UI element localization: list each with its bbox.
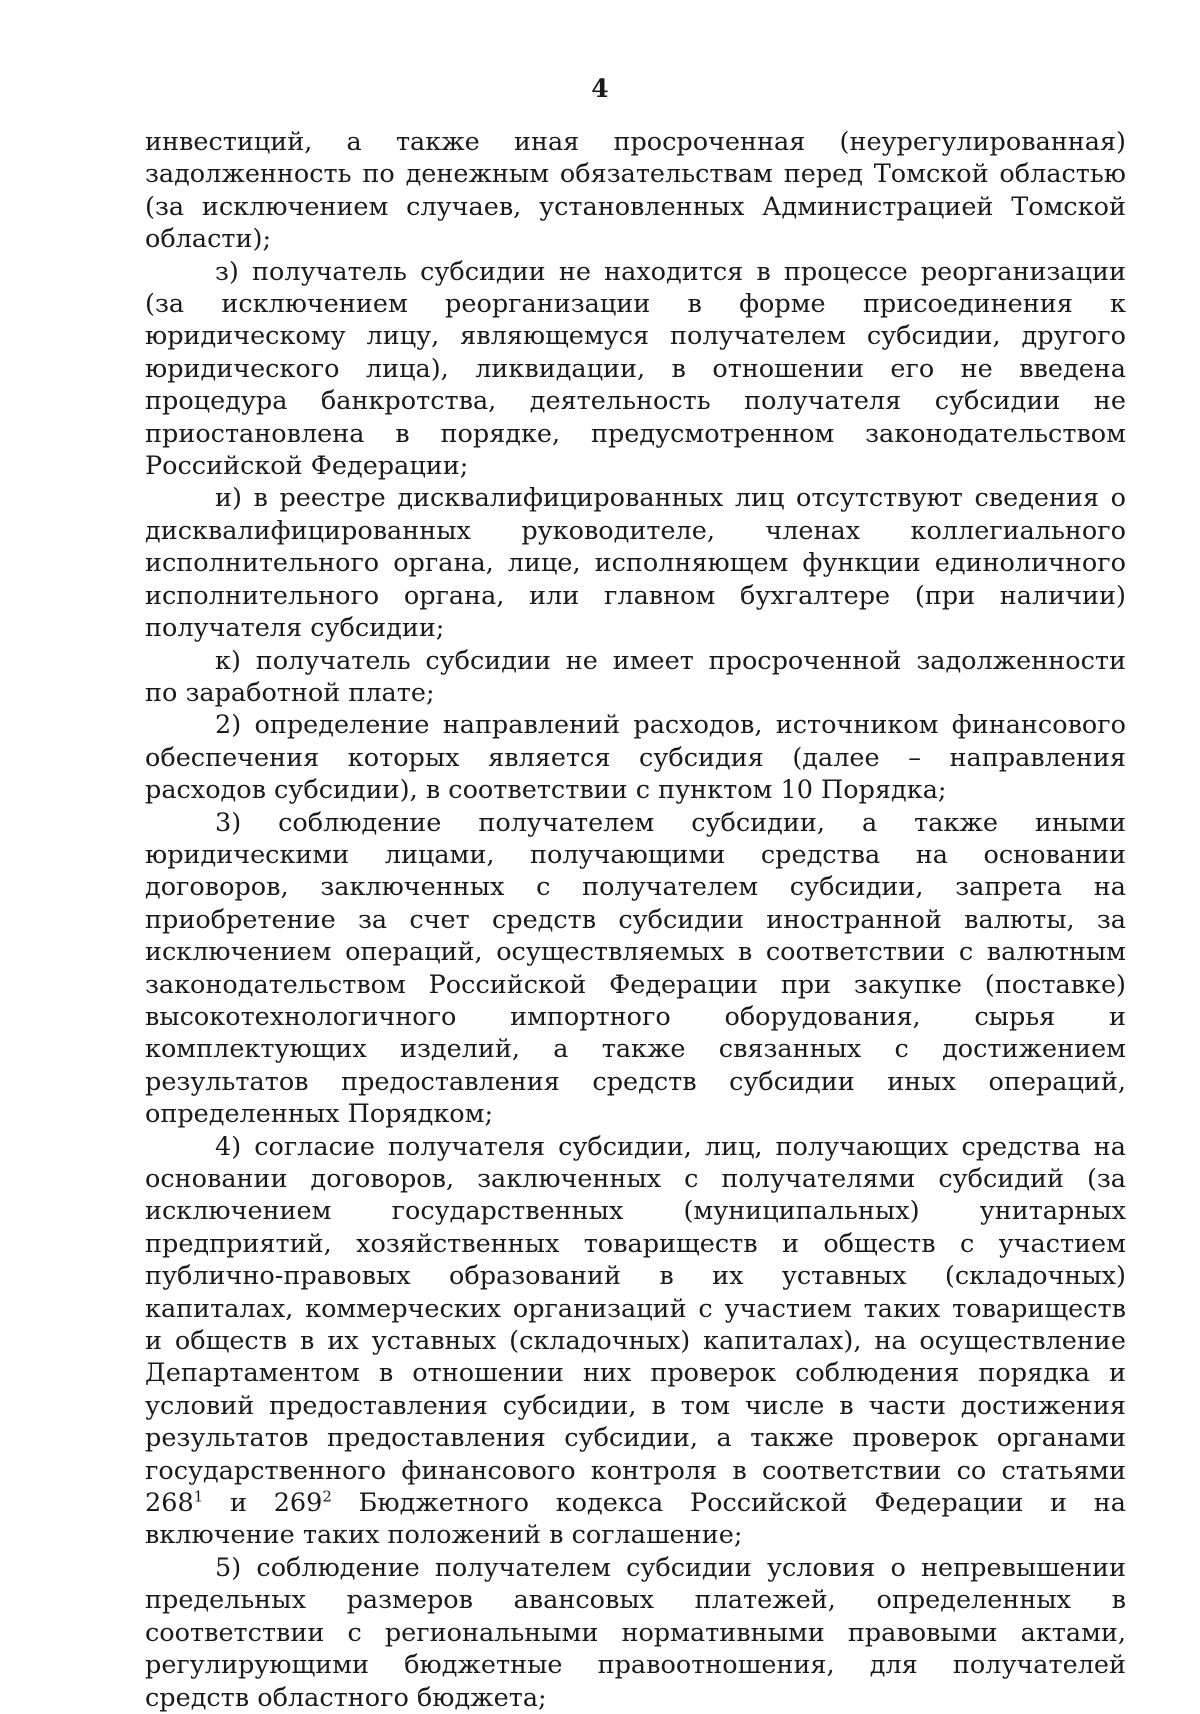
- paragraph-item-z: з) получатель субсидии не находится в процессе реорганизации (за исключением реорганизации в форме присоединения к юридическому лицу, являющемуся получателем субсидии, другого юридического лица), ликвидации, в отношении его не введена процедура банкротства, деятельность получателя субсидии не приостановлена в порядке, предусмотренном законодательством Российской Федерации;: [145, 256, 1126, 482]
- point-4-text-after: Бюджетного кодекса Российской Федерации и на включение таких положений в соглашение;: [145, 1488, 1126, 1551]
- point-4-text-middle: и 269: [203, 1488, 323, 1519]
- page-number: 4: [591, 74, 609, 103]
- paragraph-point-5: 5) соблюдение получателем субсидии условия о непревышении предельных размеров авансовых платежей, определенных в соответствии с региональными нормативными правовыми актами, регулирующими бюджетные правоотношения, для получателей средств областного бюджета;: [145, 1552, 1126, 1713]
- paragraph-continuation: инвестиций, а также иная просроченная (неурегулированная) задолженность по денежным обязательствам перед Томской областью (за исключением случаев, установленных Администрацией Томской области);: [145, 127, 1126, 255]
- superscript-article-268: 1: [193, 1487, 204, 1506]
- paragraph-item-i: и) в реестре дисквалифицированных лиц отсутствуют сведения о дисквалифицированных руководителе, членах коллегиального исполнительного органа, лице, исполняющем функции единоличного исполнительного органа, или главном бухгалтере (при наличии) получателя субсидии;: [145, 483, 1126, 644]
- paragraph-item-k: к) получатель субсидии не имеет просроченной задолженности по заработной плате;: [145, 645, 1126, 708]
- paragraph-point-4: [145, 1131, 1126, 1552]
- superscript-article-269: 2: [322, 1487, 332, 1506]
- paragraph-point-2: 2) определение направлений расходов, источником финансового обеспечения которых является субсидия (далее – направления расходов субсидии), в соответствии с пунктом 10 Порядка;: [145, 710, 1126, 806]
- point-4-text-before: 4) согласие получателя субсидии, лиц, получающих средства на основании договоров, заключенных с получателями субсидий (за исключением государственных (муниципальных) унитарных предприятий, хозяйственных товариществ и обществ с участием публично-правовых образований в их уставных (складочных) капиталах, коммерческих организаций с участием таких товариществ и обществ в их уставных (складочных) капиталах), на осуществление Департаментом в отношении них проверок соблюдения порядка и условий предоставления субсидии, в том числе в части достижения результатов предоставления субсидии, а также проверок органами государственного финансового контроля в соответствии со статьями 268: [145, 1131, 1126, 1519]
- document-body: [145, 126, 1126, 1714]
- paragraph-point-3: 3) соблюдение получателем субсидии, а также иными юридическими лицами, получающими средства на основании договоров, заключенных с получателем субсидии, запрета на приобретение за счет средств субсидии иностранной валюты, за исключением операций, осуществляемых в соответствии с валютным законодательством Российской Федерации при закупке (поставке) высокотехнологичного импортного оборудования, сырья и комплектующих изделий, а также связанных с достижением результатов предоставления средств субсидии иных операций, определенных Порядком;: [145, 807, 1126, 1130]
